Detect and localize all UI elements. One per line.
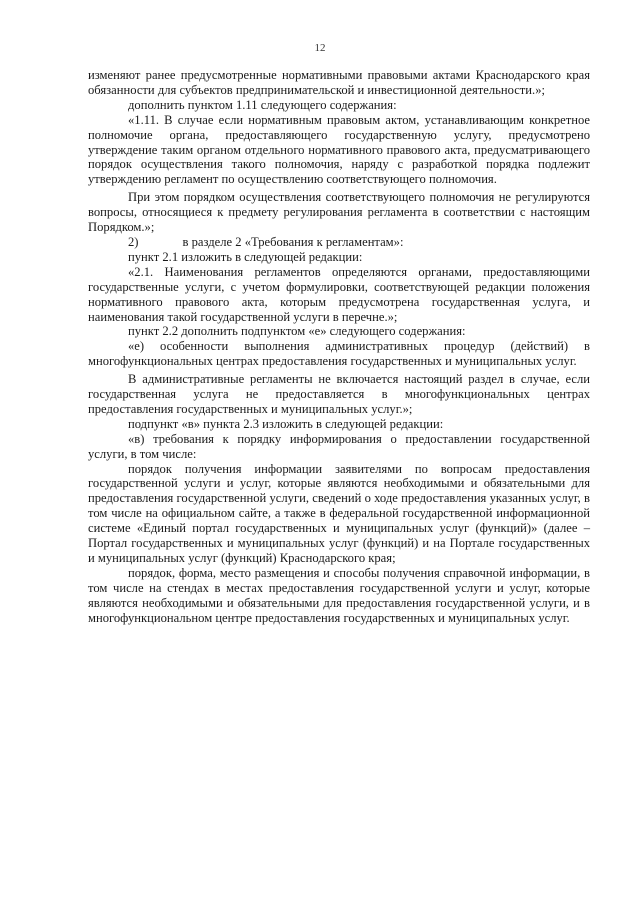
paragraph-7: «2.1. Наименования регламентов определяются органами, предоставляющими государственные услуги, с учетом формулировки, соответствующей редакции положения нормативного правового акта, которым предусмотрена государственная услуга, и наименования такой государственной услуги в перечне.»;: [88, 264, 590, 324]
paragraph-10: В административные регламенты не включается настоящий раздел в случае, если государственная услуга не предоставляется в многофункциональных центрах предоставления государственных и муниципальных услуг.»;: [88, 372, 590, 416]
paragraph-4: При этом порядком осуществления соответствующего полномочия не регулируются вопросы, относящиеся к предмету регулирования регламента в соответствии с настоящим Порядком.»;: [88, 190, 590, 235]
paragraph-12: «в) требования к порядку информирования о предоставлении государственной услуги, в том числе:: [88, 431, 590, 461]
paragraph-5-text: в разделе 2 «Требования к регламентам»:: [182, 234, 404, 249]
list-marker: 2): [128, 234, 139, 249]
paragraph-11: подпункт «в» пункта 2.3 изложить в следующей редакции:: [128, 416, 444, 431]
paragraph-5: [88, 235, 590, 250]
paragraph-9: «е) особенности выполнения административных процедур (действий) в многофункциональных центрах предоставления государственных и муниципальных услуг.: [88, 339, 590, 369]
paragraph-1: изменяют ранее предусмотренные нормативными правовыми актами Краснодарского края обязанности для субъектов предпринимательской и инвестиционной деятельности.»;: [88, 68, 590, 97]
page-number: 12: [314, 42, 326, 54]
paragraph-6: пункт 2.1 изложить в следующей редакции:: [128, 249, 363, 264]
paragraph-13: порядок получения информации заявителями по вопросам предоставления государственной услуги и услуг, которые являются необходимыми и обязательными для предоставления государственной услуги, сведений о ходе предоставления указанных услуг, в том числе на официальном сайте, а также в федеральной государственной информационной системе «Единый портал государственных и муниципальных услуг (функций)» (далее – Портал государственных и муниципальных услуг (функций) и на Портале государственных и муниципальных услуг (функций) Краснодарского края;: [88, 461, 590, 565]
paragraph-8: пункт 2.2 дополнить подпунктом «е» следующего содержания:: [128, 324, 466, 339]
paragraph-14: порядок, форма, место размещения и способы получения справочной информации, в том числе на стендах в местах предоставления государственной услуги и услуг, которые являются необходимыми и обязательными для предоставления государственной услуги, и в многофункциональном центре предоставления государственных и муниципальных услуг.: [88, 565, 590, 625]
paragraph-3: «1.11. В случае если нормативным правовым актом, устанавливающим конкретное полномочие органа, предоставляющего государственную услугу, предусмотрено утверждение таким органом отдельного нормативного правового акта, предусматривающего порядок осуществления такого полномочия, наряду с разработкой порядка подлежит утверждению регламент по осуществлению соответствующего полномочия.: [88, 112, 590, 187]
document-body: [88, 68, 590, 626]
paragraph-2: дополнить пунктом 1.11 следующего содержания:: [128, 97, 397, 112]
